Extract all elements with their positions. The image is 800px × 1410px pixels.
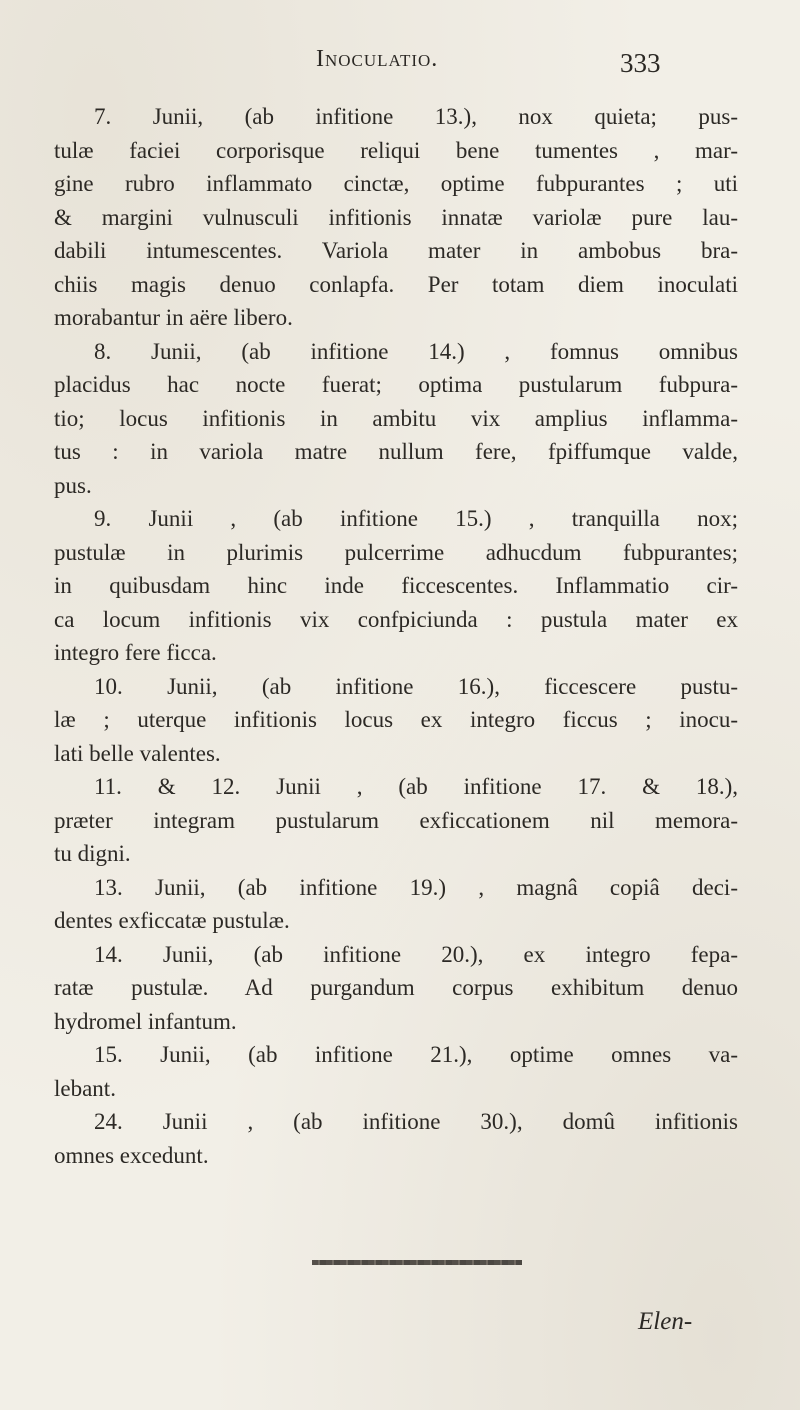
text-line: dabili intumescentes. Variola mater in ambobus bra- xyxy=(54,238,738,263)
text-line: omnes excedunt. xyxy=(54,1142,209,1168)
diary-entry-7-junii xyxy=(54,100,738,335)
text-line: dentes exficcatæ pustulæ. xyxy=(54,908,290,933)
running-head xyxy=(0,44,800,84)
text-line: lati belle valentes. xyxy=(54,740,221,766)
text-line: tio; locus infitionis in ambitu vix amplius inflamma- xyxy=(54,405,738,431)
diary-entry-15-junii xyxy=(54,1038,738,1105)
text-line: 9. Junii , (ab infitione 15.) , tranquilla nox; xyxy=(94,506,738,531)
section-divider-rule xyxy=(312,1260,522,1265)
text-line: 8. Junii, (ab infitione 14.) , fomnus omnibus xyxy=(94,338,738,364)
text-line: morabantur in aëre libero. xyxy=(54,305,293,330)
text-line: pus. xyxy=(54,472,92,498)
diary-entry-8-junii xyxy=(54,335,738,503)
text-line: 13. Junii, (ab infitione 19.) , magnâ copiâ deci- xyxy=(94,874,738,900)
text-line: placidus hac nocte fuerat; optima pustularum fubpura- xyxy=(54,372,738,397)
text-line: lebant. xyxy=(54,1075,116,1101)
text-line: in quibusdam hinc inde ficcescentes. Inflammatio cir- xyxy=(54,573,738,598)
text-line: tulæ faciei corporisque reliqui bene tumentes , mar- xyxy=(54,137,738,163)
text-line: integro fere ficca. xyxy=(54,640,217,665)
text-line: 24. Junii , (ab infitione 30.), domû infitionis xyxy=(94,1109,738,1134)
text-line: læ ; uterque infitionis locus ex integro ficcus ; inocu- xyxy=(54,707,738,732)
diary-entry-13-junii xyxy=(54,871,738,938)
text-line: ratæ pustulæ. Ad purgandum corpus exhibitum denuo xyxy=(54,975,738,1000)
running-title: Inoculatio. xyxy=(316,46,439,72)
text-line: tus : in variola matre nullum fere, fpiffumque valde, xyxy=(54,439,738,464)
text-line: chiis magis denuo conlapfa. Per totam diem inoculati xyxy=(54,271,738,297)
catchword: Elen- xyxy=(638,1308,693,1335)
text-line: gine rubro inflammato cinctæ, optime fubpurantes ; uti xyxy=(54,171,738,196)
text-line: 11. & 12. Junii , (ab infitione 17. & 18.), xyxy=(94,774,738,799)
body-text xyxy=(54,100,738,1172)
text-line: & margini vulnusculi infitionis innatæ variolæ pure lau- xyxy=(54,204,738,230)
text-line: ca locum infitionis vix confpiciunda : pustula mater ex xyxy=(54,606,738,632)
text-line: 15. Junii, (ab infitione 21.), optime omnes va- xyxy=(94,1042,738,1067)
diary-entry-9-junii xyxy=(54,502,738,670)
text-line: 10. Junii, (ab infitione 16.), ficcescere pustu- xyxy=(94,673,738,699)
text-line: præter integram pustularum exficcationem nil memora- xyxy=(54,807,738,833)
diary-entry-14-junii xyxy=(54,938,738,1039)
text-line: 7. Junii, (ab infitione 13.), nox quieta; pus- xyxy=(94,104,738,129)
diary-entry-11-12-junii xyxy=(54,770,738,871)
page-number: 333 xyxy=(620,48,661,78)
diary-entry-10-junii xyxy=(54,670,738,771)
text-line: pustulæ in plurimis pulcerrime adhucdum fubpurantes; xyxy=(54,539,738,565)
text-line: 14. Junii, (ab infitione 20.), ex integro fepa- xyxy=(94,941,738,967)
text-line: tu digni. xyxy=(54,841,131,866)
diary-entry-24-junii xyxy=(54,1105,738,1172)
text-line: hydromel infantum. xyxy=(54,1008,237,1034)
